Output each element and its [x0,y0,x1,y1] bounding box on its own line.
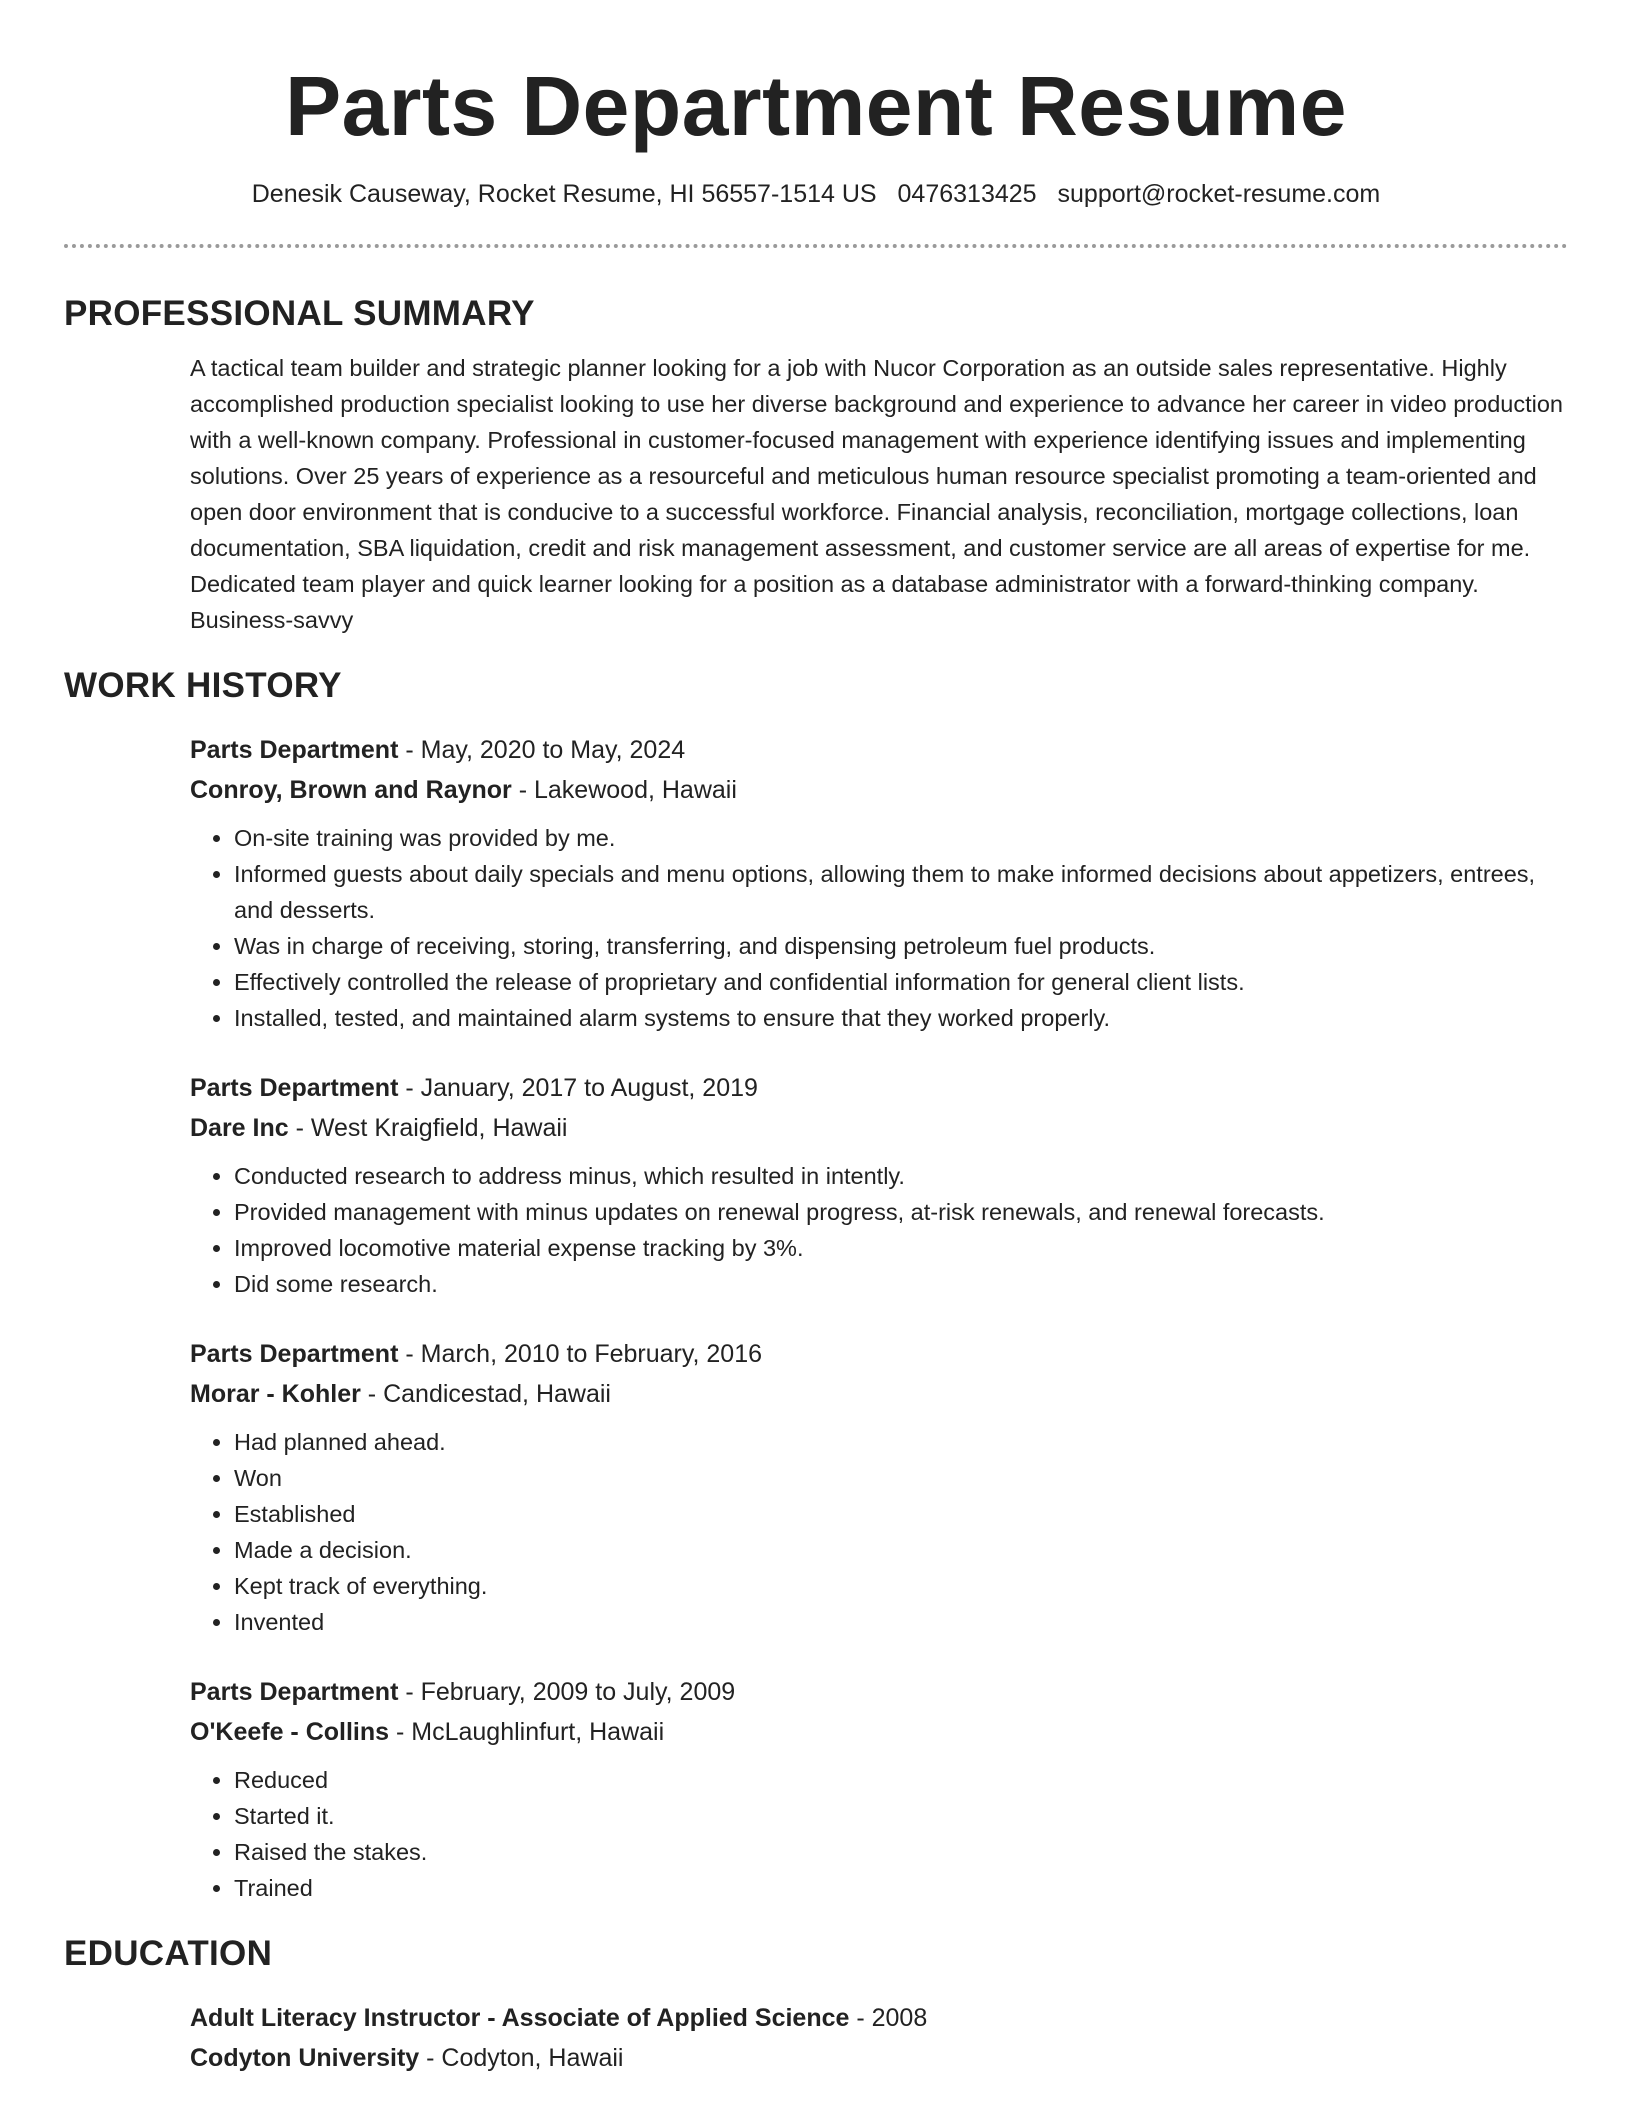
job-entry [190,1334,1568,1640]
job-bullet: • Raised the stakes. [234,1834,1568,1870]
job-entry [190,1068,1568,1302]
job-bullets [190,1424,1568,1640]
contact-address: Denesik Causeway, Rocket Resume, HI 56557-1514 US [251,180,877,208]
resume-title: Parts Department Resume [285,59,1347,153]
job-bullet: • Was in charge of receiving, storing, transferring, and dispensing petroleum fuel products. [234,928,1568,964]
education-degree: Adult Literacy Instructor - Associate of Applied Science [190,2004,850,2032]
summary-heading: PROFESSIONAL SUMMARY [64,294,535,333]
contact-email: support@rocket-resume.com [1057,180,1381,208]
job-title: Parts Department [190,736,399,764]
job-bullets [190,1762,1568,1906]
job-company-line [190,1374,1568,1414]
job-location: - Lakewood, Hawaii [511,776,737,804]
job-company-line [190,1108,1568,1148]
job-title: Parts Department [190,1074,399,1102]
job-company-line [190,770,1568,810]
job-bullet: • Reduced [234,1762,1568,1798]
job-location: - McLaughlinfurt, Hawaii [389,1718,665,1746]
job-bullet: • Provided management with minus updates on renewal progress, at-risk renewals, and renewal forecasts. [234,1194,1568,1230]
job-bullet: • Won [234,1460,1568,1496]
job-location: - West Kraigfield, Hawaii [288,1114,568,1142]
job-bullet: • Had planned ahead. [234,1424,1568,1460]
job-company: O'Keefe - Collins [190,1718,390,1746]
job-bullet: • Invented [234,1604,1568,1640]
job-title-line [190,730,1568,770]
education-school-line [190,2038,1568,2078]
job-dates: - February, 2009 to July, 2009 [398,1678,736,1706]
summary-text: A tactical team builder and strategic planner looking for a job with Nucor Corporation as an outside sales representative. Highly accomplished production specialist looking to use her diverse background and experience to advance her career in video production with a well-known company. Professional in customer-focused management with experience identifying issues and implementing solutions. Over 25 years of experience as a resourceful and meticulous human resource specialist promoting a team-oriented and open door environment that is conducive to a successful workforce. Financial analysis, reconciliation, mortgage collections, loan documentation, SBA liquidation, credit and risk management assessment, and customer service are all areas of expertise for me. Dedicated team player and quick learner looking for a position as a database administrator with a forward-thinking company. Business-savvy [190,355,1563,633]
contact-phone: 0476313425 [897,180,1037,208]
job-company: Morar - Kohler [190,1380,361,1408]
job-title-line [190,1068,1568,1108]
job-bullets [190,1158,1568,1302]
job-title-line [190,1672,1568,1712]
job-bullet: • Made a decision. [234,1532,1568,1568]
job-bullet: • Kept track of everything. [234,1568,1568,1604]
contact-line [64,178,1568,210]
job-dates: - May, 2020 to May, 2024 [398,736,686,764]
job-entry [190,730,1568,1036]
job-bullet: • Started it. [234,1798,1568,1834]
job-title: Parts Department [190,1340,399,1368]
education-entry [190,1998,1568,2078]
job-company-line [190,1712,1568,1752]
job-bullet: • Conducted research to address minus, which resulted in intently. [234,1158,1568,1194]
job-bullet: • Installed, tested, and maintained alarm systems to ensure that they worked properly. [234,1000,1568,1036]
job-bullet: • On-site training was provided by me. [234,820,1568,856]
education-location: - Codyton, Hawaii [419,2044,624,2072]
work-history-heading: WORK HISTORY [64,666,342,705]
job-company: Dare Inc [190,1114,289,1142]
resume-page [64,0,1568,2078]
job-bullet: • Informed guests about daily specials and menu options, allowing them to make informed decisions about appetizers, entrees, and desserts. [234,856,1568,928]
job-bullets [190,820,1568,1036]
education-school: Codyton University [190,2044,420,2072]
job-bullet: • Trained [234,1870,1568,1906]
job-dates: - January, 2017 to August, 2019 [398,1074,758,1102]
job-entry [190,1672,1568,1906]
job-bullet: • Did some research. [234,1266,1568,1302]
job-title: Parts Department [190,1678,399,1706]
job-bullet: • Effectively controlled the release of proprietary and confidential information for general client lists. [234,964,1568,1000]
education-degree-line [190,1998,1568,2038]
education-heading: EDUCATION [64,1934,273,1973]
job-title-line [190,1334,1568,1374]
education-year: - 2008 [849,2004,928,2032]
job-company: Conroy, Brown and Raynor [190,776,512,804]
header-divider [64,244,1568,248]
job-location: - Candicestad, Hawaii [360,1380,611,1408]
job-bullet: • Improved locomotive material expense tracking by 3%. [234,1230,1568,1266]
job-dates: - March, 2010 to February, 2016 [398,1340,763,1368]
job-bullet: • Established [234,1496,1568,1532]
